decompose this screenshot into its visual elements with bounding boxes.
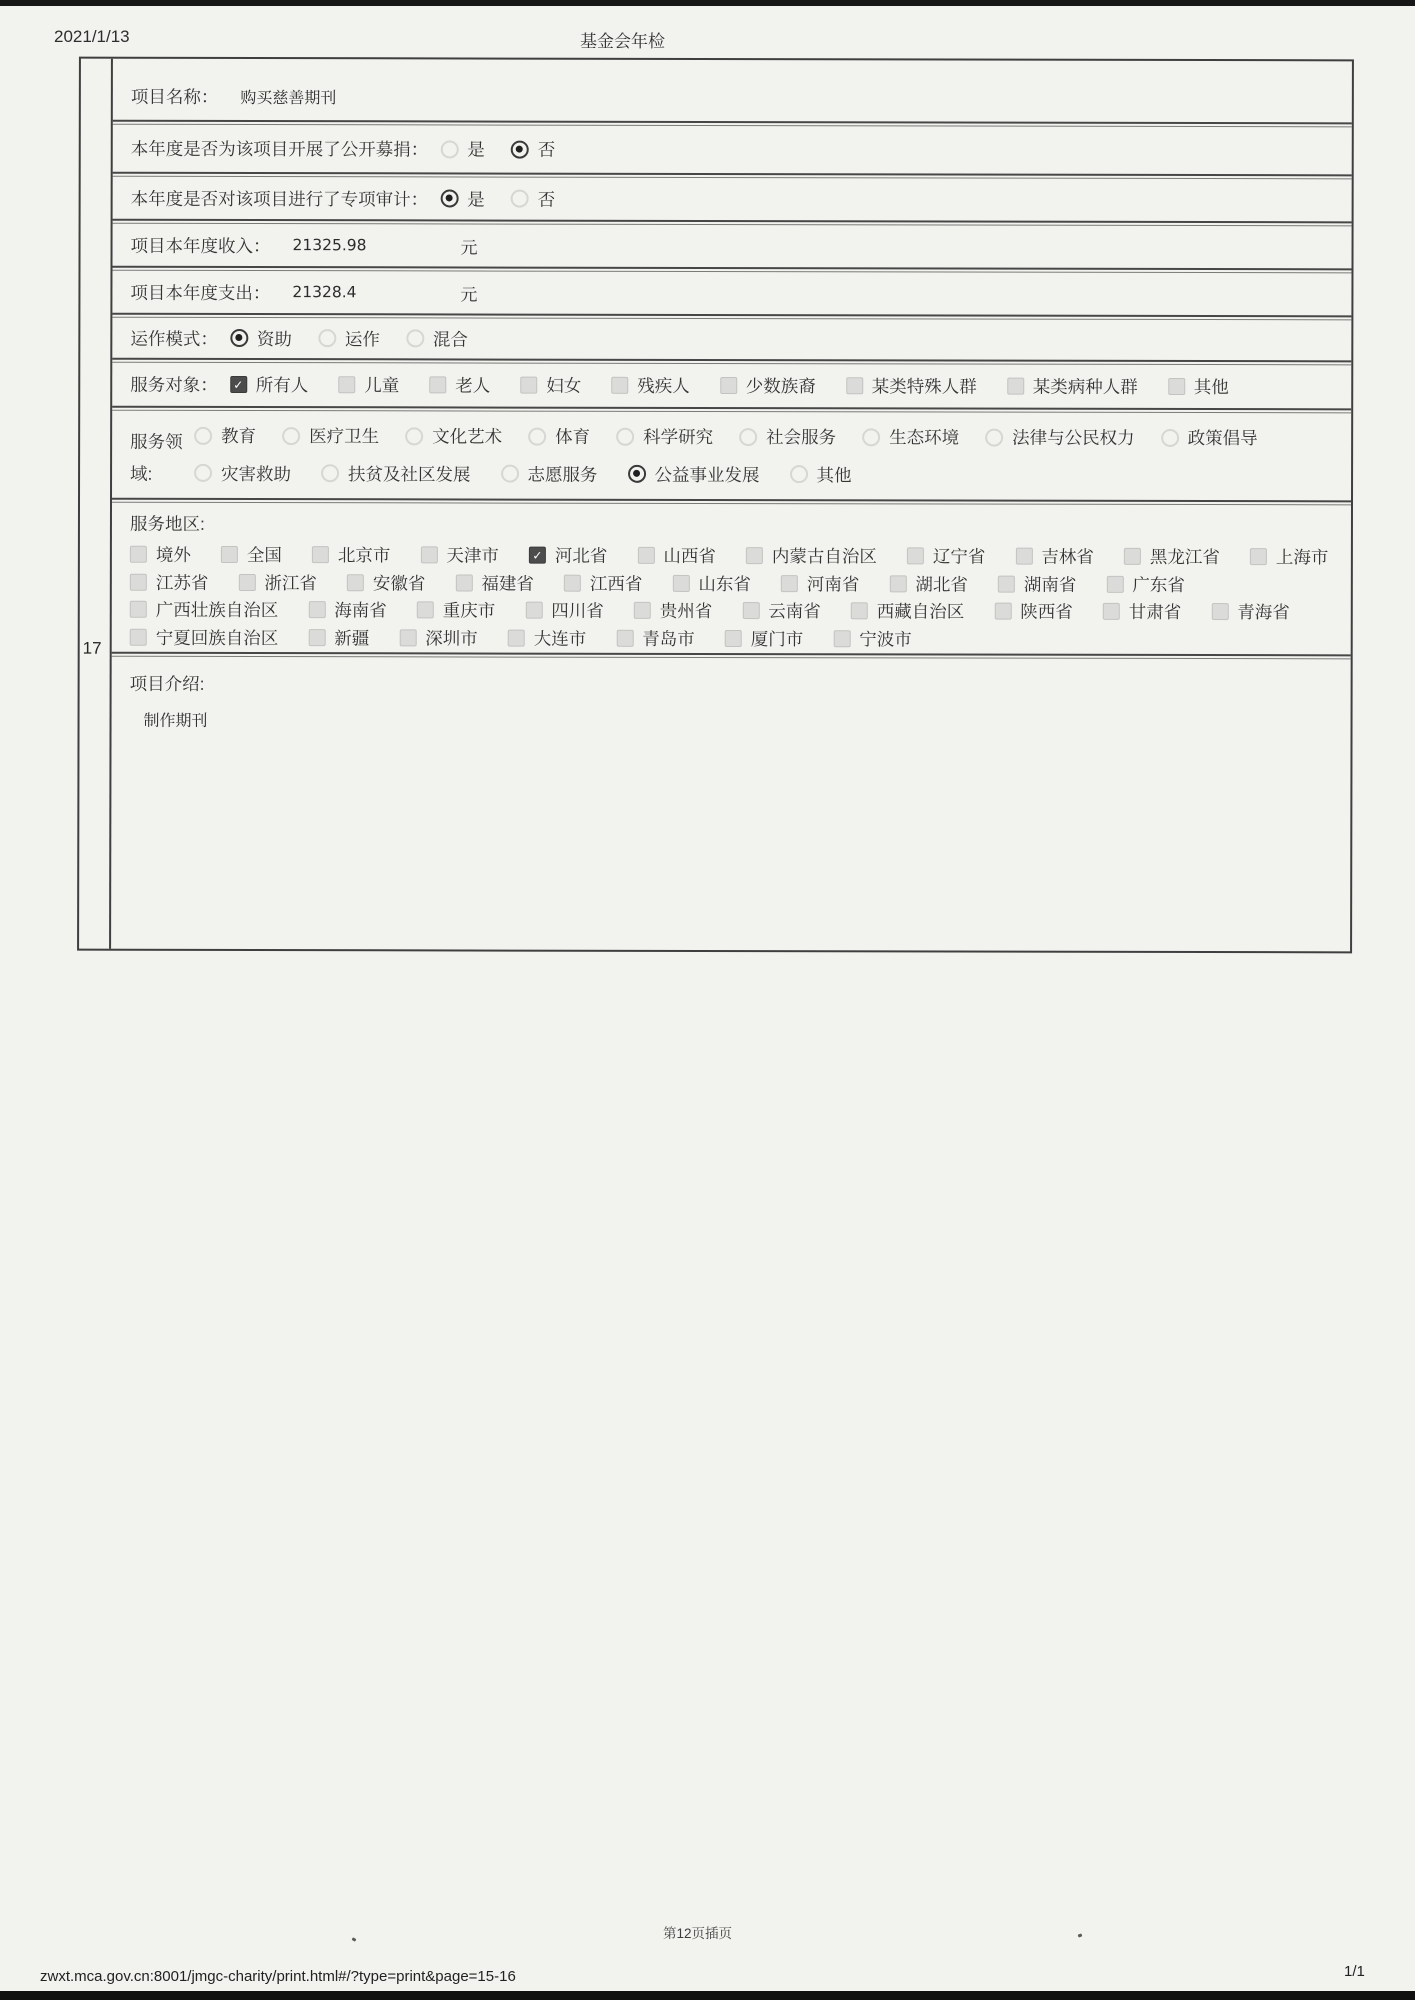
radio-selected-icon[interactable] [511,140,529,158]
operation-mode-options [230,325,468,350]
option-label: 其他 [1193,377,1229,398]
service-area-options-line4 [130,624,912,651]
checkbox-option[interactable] [338,372,399,397]
checkbox-option[interactable] [308,625,369,650]
checkbox-icon[interactable] [1250,548,1267,565]
option-label: 黑龙江省 [1149,547,1220,568]
checkbox-option[interactable] [130,542,191,567]
service-target-row [112,362,1351,411]
checkbox-option[interactable] [907,544,986,569]
checkbox-option[interactable] [833,626,912,651]
checkbox-option[interactable] [611,373,690,398]
option-label: 青岛市 [642,628,695,649]
radio-selected-icon[interactable] [230,329,248,347]
radio-option[interactable] [501,461,598,486]
annual-income-unit: 元 [460,237,478,258]
checkbox-option[interactable] [455,570,534,595]
option-label: 文化艺术 [432,426,503,447]
service-target-label: 服务对象： [130,374,218,395]
option-label: 山东省 [698,573,751,594]
checkbox-option[interactable] [1015,544,1094,569]
checkbox-icon[interactable] [1168,378,1185,395]
scan-edge-bottom [0,1991,1415,2000]
checkbox-option[interactable] [417,598,496,623]
radio-icon[interactable] [1161,429,1179,447]
option-label: 残疾人 [637,375,690,396]
option-label: 志愿服务 [527,464,598,485]
special-audit-label: 本年度是否对该项目进行了专项审计： [130,188,429,209]
checkbox-icon[interactable] [1124,548,1141,565]
checkbox-option[interactable] [529,543,608,568]
radio-icon[interactable] [194,427,212,445]
checkbox-option[interactable] [851,599,965,624]
checkbox-option[interactable] [221,542,282,567]
checkbox-icon[interactable] [520,377,537,394]
checkbox-icon[interactable] [742,602,759,619]
radio-icon[interactable] [194,464,212,482]
option-label: 医疗卫生 [309,426,380,447]
checkbox-option[interactable] [399,625,478,650]
radio-icon[interactable] [440,140,458,158]
checkbox-checked-icon[interactable]: ✓ [529,547,546,564]
checkbox-icon[interactable] [130,601,147,618]
checkbox-icon[interactable] [1007,378,1024,395]
radio-option[interactable] [511,137,556,162]
option-label: 是 [467,188,485,210]
service-area-options-line2 [130,569,1185,597]
checkbox-icon[interactable] [455,574,472,591]
checkbox-icon[interactable] [338,376,355,393]
checkbox-option[interactable] [1168,374,1229,399]
checkbox-option[interactable] [637,543,716,568]
annual-income-label: 项目本年度收入： [130,235,271,256]
checkbox-icon[interactable] [998,575,1015,592]
radio-icon[interactable] [790,465,808,483]
option-label: 深圳市 [425,628,478,649]
option-label: 河南省 [806,573,860,595]
service-field-lines [194,411,1351,500]
special-audit-options [440,186,555,211]
checkbox-option[interactable] [312,542,391,567]
checkbox-icon[interactable] [1211,603,1228,620]
option-label: 少数族裔 [745,376,816,397]
checkbox-option[interactable] [130,570,209,595]
checkbox-option[interactable] [130,597,279,622]
option-label: 福建省 [481,573,534,594]
page-indicator: 1/1 [1344,1963,1365,1980]
radio-option[interactable] [405,424,502,449]
option-label: 否 [537,189,556,210]
checkbox-checked-icon[interactable]: ✓ [230,376,247,393]
checkbox-icon[interactable] [399,629,416,646]
option-label: 运作 [344,328,380,349]
checkbox-option[interactable] [1124,544,1220,569]
checkbox-icon[interactable] [634,602,651,619]
radio-icon[interactable] [405,427,423,445]
annual-expense-label: 项目本年度支出： [130,282,271,303]
option-label: 北京市 [337,545,391,566]
radio-icon[interactable] [318,329,336,347]
checkbox-option[interactable] [889,571,968,596]
print-source-url: zwxt.mca.gov.cn:8001/jmgc-charity/print.html#/?type=print&page=15-16 [40,1968,516,1985]
checkbox-option[interactable] [742,598,821,623]
option-label: 吉林省 [1041,546,1094,568]
annual-income-row [112,223,1351,271]
radio-option[interactable] [790,462,852,487]
checkbox-option[interactable] [994,599,1073,624]
row-number: 17 [82,638,102,658]
checkbox-option[interactable] [1250,544,1329,569]
option-label: 广东省 [1132,574,1185,595]
option-label: 境外 [155,545,191,566]
checkbox-icon[interactable] [525,602,542,619]
option-label: 厦门市 [750,628,804,649]
checkbox-icon[interactable] [420,547,437,564]
checkbox-icon[interactable] [725,630,742,647]
option-label: 山西省 [663,546,716,567]
service-field-row [112,410,1351,503]
option-label: 妇女 [546,375,582,396]
radio-option[interactable] [440,136,485,161]
checkbox-option[interactable] [616,626,695,651]
checkbox-icon[interactable] [616,630,633,647]
checkbox-icon[interactable] [308,629,325,646]
option-label: 甘肃省 [1128,602,1182,623]
checkbox-option[interactable] [238,570,317,595]
option-label: 湖南省 [1023,574,1077,595]
checkbox-icon[interactable] [238,574,255,591]
option-label: 体育 [555,426,591,448]
option-label: 大连市 [533,628,587,649]
scan-edge-top [0,0,1415,6]
checkbox-icon[interactable] [907,548,924,565]
checkbox-icon[interactable] [672,575,689,592]
radio-option[interactable] [985,425,1135,450]
checkbox-icon[interactable] [508,629,525,646]
radio-option[interactable] [194,423,256,448]
radio-icon[interactable] [282,427,300,445]
option-label: 新疆 [334,627,370,649]
checkbox-icon[interactable] [833,630,850,647]
radio-option[interactable] [739,424,836,449]
option-label: 社会服务 [766,427,837,448]
option-label: 西藏自治区 [876,601,965,622]
checkbox-icon[interactable] [846,377,863,394]
checkbox-option[interactable] [781,571,860,596]
checkbox-option[interactable] [725,626,804,651]
radio-icon[interactable] [321,464,339,482]
project-intro-value: 制作期刊 [143,712,208,730]
service-field-options-line2 [194,461,1351,488]
service-area-options-line1 [130,542,1329,570]
special-audit-row [113,176,1352,224]
insert-page-note: 第12页插页 [662,1926,733,1941]
checkbox-option[interactable] [1106,572,1185,597]
checkbox-option[interactable] [347,570,426,595]
checkbox-icon[interactable] [221,546,238,563]
radio-option[interactable] [1161,425,1258,450]
option-label: 江苏省 [155,572,209,593]
checkbox-icon[interactable] [130,546,147,563]
checkbox-icon[interactable] [417,602,434,619]
radio-option[interactable] [616,424,713,449]
service-area-label: 服务地区: [129,513,205,534]
checkbox-option[interactable] [746,543,877,568]
checkbox-option[interactable] [308,597,387,622]
checkbox-icon[interactable] [746,547,763,564]
option-label: 所有人 [255,375,309,396]
checkbox-icon[interactable] [637,547,654,564]
form-table [77,57,1354,954]
option-label: 云南省 [768,601,821,622]
radio-option[interactable] [230,325,292,350]
option-label: 宁波市 [859,629,912,650]
project-name-row [113,59,1352,125]
option-label: 海南省 [334,600,387,621]
option-label: 生态环境 [889,427,960,448]
option-label: 是 [467,139,485,160]
option-label: 政策倡导 [1187,428,1258,449]
checkbox-option[interactable] [520,373,581,398]
form-main-column [111,59,1352,952]
radio-option[interactable] [440,186,485,211]
option-label: 陕西省 [1020,601,1073,622]
service-field-label: 服务领域: [130,431,183,484]
checkbox-icon[interactable] [429,376,446,393]
radio-option[interactable] [194,461,291,486]
option-label: 辽宁省 [932,546,986,567]
annual-income-value: 21325.98 [292,236,367,255]
annual-expense-unit: 元 [460,284,478,305]
checkbox-option[interactable] [525,598,604,623]
checkbox-option[interactable] [846,373,977,398]
public-fundraising-options [440,136,555,161]
public-fundraising-row [113,124,1352,177]
radio-option[interactable] [321,461,471,486]
option-label: 重庆市 [442,600,496,621]
option-label: 公益事业发展 [654,464,760,485]
service-target-options [230,372,1229,399]
checkbox-icon[interactable] [720,377,737,394]
option-label: 扶贫及社区发展 [348,463,471,485]
page-title: 基金会年检 [580,32,665,51]
checkbox-option[interactable] [634,598,713,623]
option-label: 某类特殊人群 [871,376,977,397]
project-intro-row [111,656,1351,952]
option-label: 儿童 [364,375,400,396]
radio-icon[interactable] [985,428,1003,446]
radio-option[interactable] [282,423,379,448]
option-label: 教育 [221,426,257,447]
option-label: 灾害救助 [221,463,292,484]
option-label: 河北省 [554,545,608,567]
checkbox-option[interactable] [130,625,279,650]
option-label: 其他 [816,464,852,485]
option-label: 否 [537,139,556,160]
service-area-row [112,502,1351,657]
radio-icon[interactable] [501,465,519,483]
option-label: 广西壮族自治区 [155,600,279,621]
row-number-column [79,59,113,949]
radio-icon[interactable] [739,428,757,446]
service-area-options-line3 [130,597,1290,625]
radio-option[interactable] [862,425,959,450]
checkbox-option[interactable] [1211,599,1290,624]
operation-mode-label: 运作模式： [130,328,218,349]
option-label: 安徽省 [372,573,426,594]
option-label: 全国 [246,545,282,566]
radio-option[interactable] [511,186,556,211]
radio-option[interactable] [318,326,380,351]
radio-option[interactable] [528,424,590,449]
option-label: 科学研究 [643,427,714,448]
option-label: 四川省 [551,600,604,622]
checkbox-option[interactable] [564,570,643,595]
checkbox-option[interactable] [720,373,816,398]
option-label: 江西省 [589,573,643,594]
project-name-value: 购买慈善期刊 [240,90,337,108]
checkbox-icon[interactable] [1103,603,1120,620]
checkbox-icon[interactable] [994,603,1011,620]
radio-icon[interactable] [528,427,546,445]
project-name-label: 项目名称： [130,86,219,107]
checkbox-icon[interactable] [1106,576,1123,593]
annual-expense-value: 21328.4 [292,283,357,302]
radio-option[interactable] [628,461,760,486]
project-intro-label: 项目介绍: [129,673,205,694]
option-label: 青海省 [1237,602,1290,623]
option-label: 法律与公民权力 [1012,427,1135,449]
checkbox-icon[interactable] [851,603,868,620]
checkbox-icon[interactable] [781,575,798,592]
option-label: 浙江省 [264,572,317,593]
checkbox-icon[interactable] [130,629,147,646]
option-label: 天津市 [446,545,499,566]
radio-selected-icon[interactable] [440,189,458,207]
checkbox-icon[interactable] [312,546,329,563]
checkbox-option[interactable] [429,372,490,397]
checkbox-icon[interactable] [1015,548,1032,565]
operation-mode-row [112,317,1351,363]
radio-selected-icon[interactable] [628,465,646,483]
radio-icon[interactable] [862,428,880,446]
checkbox-icon[interactable] [889,575,906,592]
radio-icon[interactable] [616,428,634,446]
checkbox-icon[interactable] [130,574,147,591]
checkbox-option[interactable] [1103,599,1182,624]
option-label: 贵州省 [659,601,713,622]
checkbox-icon[interactable] [347,574,364,591]
option-label: 混合 [432,328,468,349]
print-date: 2021/1/13 [54,27,130,46]
checkbox-option[interactable] [1007,374,1138,399]
checkbox-option[interactable] [672,571,751,596]
option-label: 内蒙古自治区 [771,546,877,567]
radio-icon[interactable] [511,190,529,208]
checkbox-option[interactable] [230,372,309,397]
option-label: 老人 [455,375,491,396]
checkbox-icon[interactable] [564,574,581,591]
public-fundraising-label: 本年度是否为该项目开展了公开募捐： [130,138,429,160]
option-label: 资助 [256,328,292,349]
option-label: 湖北省 [915,574,968,595]
service-field-options-line1 [194,423,1351,450]
checkbox-icon[interactable] [611,377,628,394]
checkbox-option[interactable] [998,571,1077,596]
checkbox-icon[interactable] [308,601,325,618]
option-label: 上海市 [1275,547,1329,568]
option-label: 宁夏回族自治区 [155,627,279,648]
checkbox-option[interactable] [420,543,499,568]
radio-option[interactable] [406,326,468,351]
option-label: 某类病种人群 [1032,376,1138,397]
annual-expense-row [112,270,1351,318]
radio-icon[interactable] [406,329,424,347]
checkbox-option[interactable] [508,625,587,650]
